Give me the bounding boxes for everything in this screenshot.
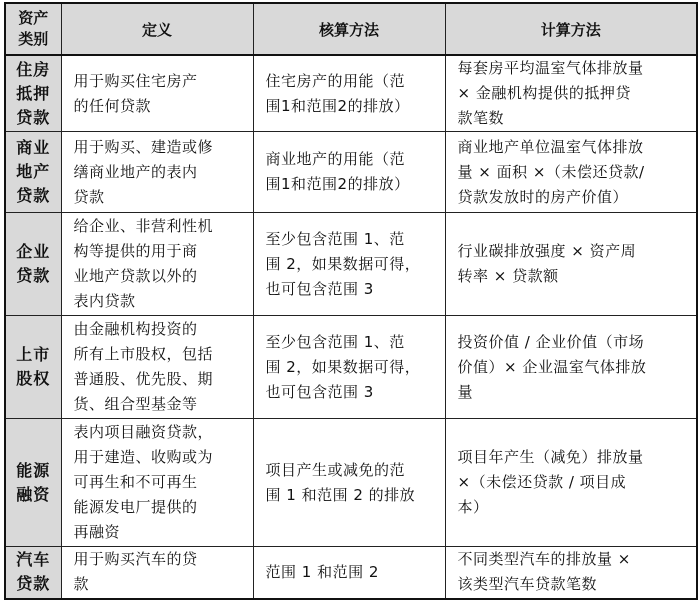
header-accounting-method: 核算方法: [253, 3, 445, 55]
table-row: [5, 316, 697, 419]
accounting-method-cell: 至少包含范围 1、范 围 2，如果数据可得， 也可包含范围 3: [253, 316, 445, 419]
definition-cell: 表内项目融资贷款， 用于建造、收购或为 可再生和不可再生 能源发电厂提供的 再融资: [61, 419, 253, 547]
table-row: [5, 547, 697, 599]
accounting-method-cell: 住宅房产的用能（范 围1和范围2的排放）: [253, 55, 445, 132]
header-row: [5, 3, 697, 55]
calculation-method-cell: 投资价值 / 企业价值（市场 价值）× 企业温室气体排放 量: [445, 316, 697, 419]
calculation-method-cell: 行业碳排放强度 × 资产周 转率 × 贷款额: [445, 213, 697, 316]
asset-category-cell: 能源 融资: [5, 419, 61, 547]
asset-category-cell: 汽车 贷款: [5, 547, 61, 599]
accounting-method-cell: 范围 1 和范围 2: [253, 547, 445, 599]
asset-category-cell: 住房 抵押 贷款: [5, 55, 61, 132]
accounting-method-cell: 至少包含范围 1、范 围 2，如果数据可得， 也可包含范围 3: [253, 213, 445, 316]
asset-carbon-accounting-table: [4, 2, 698, 600]
header-asset-category: 资产 类别: [5, 3, 61, 55]
definition-cell: 用于购买汽车的贷 款: [61, 547, 253, 599]
calculation-method-cell: 项目年产生（减免）排放量 ×（未偿还贷款 / 项目成 本）: [445, 419, 697, 547]
calculation-method-cell: 不同类型汽车的排放量 × 该类型汽车贷款笔数: [445, 547, 697, 599]
table-row: [5, 132, 697, 213]
header-calculation-method: 计算方法: [445, 3, 697, 55]
calculation-method-cell: 商业地产单位温室气体排放 量 × 面积 ×（未偿还贷款/ 贷款发放时的房产价值）: [445, 132, 697, 213]
accounting-method-cell: 商业地产的用能（范 围1和范围2的排放）: [253, 132, 445, 213]
header-definition: 定义: [61, 3, 253, 55]
accounting-method-cell: 项目产生或减免的范 围 1 和范围 2 的排放: [253, 419, 445, 547]
table-row: [5, 213, 697, 316]
asset-category-cell: 商业 地产 贷款: [5, 132, 61, 213]
definition-cell: 用于购买、建造或修 缮商业地产的表内 贷款: [61, 132, 253, 213]
definition-cell: 用于购买住宅房产 的任何贷款: [61, 55, 253, 132]
table-row: [5, 419, 697, 547]
calculation-method-cell: 每套房平均温室气体排放量 × 金融机构提供的抵押贷 款笔数: [445, 55, 697, 132]
asset-category-cell: 企业 贷款: [5, 213, 61, 316]
asset-category-cell: 上市 股权: [5, 316, 61, 419]
table-row: [5, 55, 697, 132]
definition-cell: 由金融机构投资的 所有上市股权，包括 普通股、优先股、期 货、组合型基金等: [61, 316, 253, 419]
definition-cell: 给企业、非营利性机 构等提供的用于商 业地产贷款以外的 表内贷款: [61, 213, 253, 316]
